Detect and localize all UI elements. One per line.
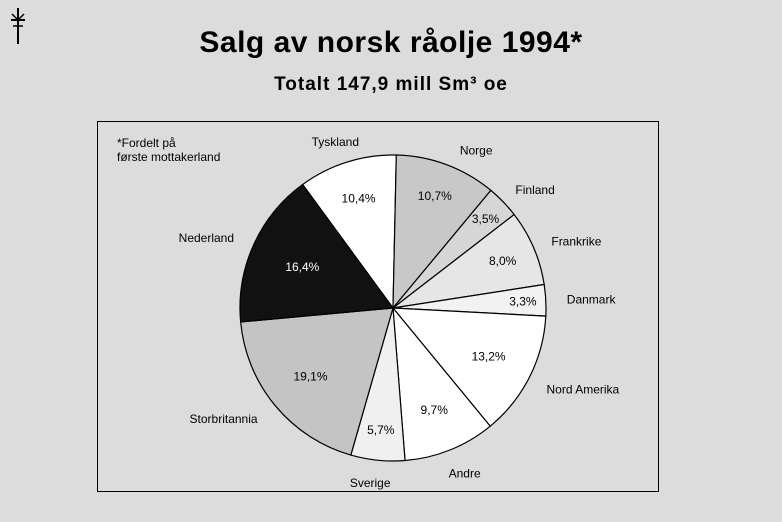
pct-label-sverige: 5,7% — [367, 422, 395, 437]
pct-label-andre: 9,7% — [420, 403, 448, 418]
category-label-nederland: Nederland — [178, 231, 235, 246]
category-label-storbritannia: Storbritannia — [189, 412, 258, 427]
pct-label-norge: 10,7% — [417, 189, 452, 204]
footnote-line-1: *Fordelt på — [117, 136, 176, 150]
category-label-finland: Finland — [515, 183, 555, 198]
category-label-danmark: Danmark — [566, 292, 616, 307]
pct-label-danmark: 3,3% — [509, 294, 537, 309]
category-label-norge: Norge — [459, 143, 493, 158]
pct-label-frankrike: 8,0% — [488, 253, 517, 268]
pct-label-storbritannia: 19,1% — [293, 369, 328, 384]
pct-label-finland: 3,5% — [471, 211, 500, 226]
pct-label-nederland: 16,4% — [285, 260, 320, 275]
chart-title: Salg av norsk råolje 1994* — [199, 26, 583, 59]
category-label-sverige: Sverige — [349, 476, 391, 491]
pct-label-tyskland: 10,4% — [341, 191, 376, 206]
category-label-andre: Andre — [448, 466, 481, 481]
footnote-line-2: første mottakerland — [117, 150, 221, 164]
category-label-frankrike: Frankrike — [551, 234, 602, 249]
pct-label-nord-amerika: 13,2% — [471, 349, 506, 364]
category-label-tyskland: Tyskland — [311, 134, 360, 149]
category-label-nord-amerika: Nord Amerika — [546, 382, 620, 397]
chart-subtitle: Totalt 147,9 mill Sm³ oe — [274, 74, 508, 95]
